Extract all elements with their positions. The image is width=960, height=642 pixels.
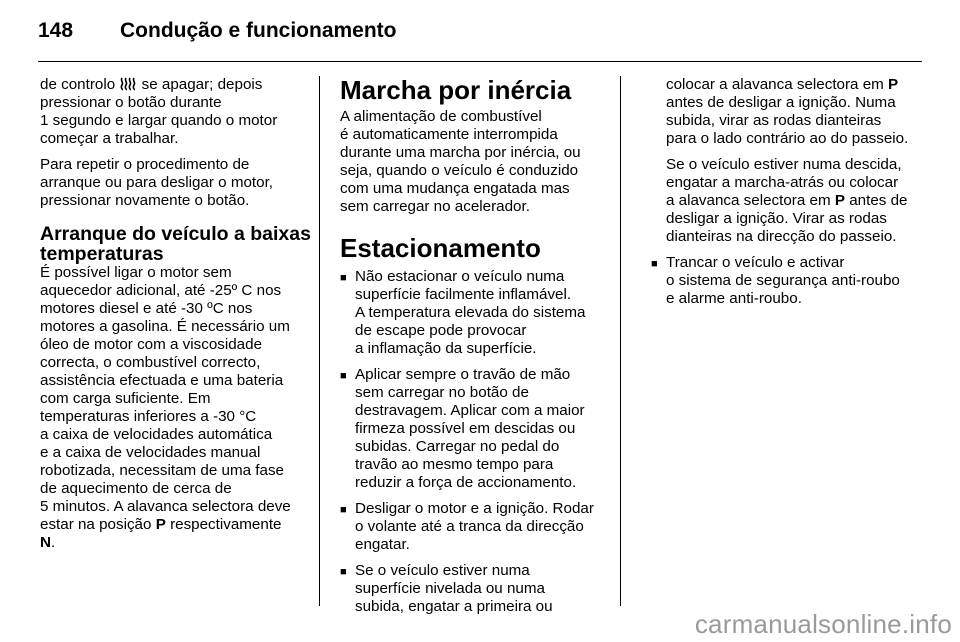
text-line: de controlo xyxy=(40,76,116,93)
list-item xyxy=(651,254,909,308)
gear-position-label: P xyxy=(834,192,845,209)
text-line: Se o veículo estiver numa descida, xyxy=(666,156,902,173)
bullet-list xyxy=(340,268,608,616)
chapter-title: Condução e funcionamento xyxy=(120,19,397,42)
bullet-square-icon: ■ xyxy=(651,258,658,270)
text-line: Se o veículo estiver numa xyxy=(355,562,530,579)
text-line: com carga suficiente. Em xyxy=(40,390,211,407)
text-line: começar a trabalhar. xyxy=(40,130,179,147)
text-line: reduzir a força de accionamento. xyxy=(355,474,577,491)
text-line: sem carregar no botão de xyxy=(355,384,529,401)
text-line: A alimentação de combustível xyxy=(340,108,542,125)
paragraph xyxy=(40,264,306,552)
heading-line: Arranque do veículo a baixas xyxy=(40,223,311,245)
text-line: seja, quando o veículo é conduzido xyxy=(340,162,579,179)
text-line: dianteiras na direcção do passeio. xyxy=(666,228,897,245)
text-line: subida, engatar a primeira ou xyxy=(355,598,553,615)
text-line: Para repetir o procedimento de xyxy=(40,156,250,173)
text-line: destravagem. Aplicar com a maior xyxy=(355,402,585,419)
text-line: durante uma marcha por inércia, ou xyxy=(340,144,581,161)
bullet-square-icon: ■ xyxy=(340,370,347,382)
column-divider xyxy=(620,76,621,606)
text-line: É possível ligar o motor sem xyxy=(40,264,232,281)
text-line xyxy=(40,534,306,552)
text-line: óleo de motor com a viscosidade xyxy=(40,336,263,353)
list-item xyxy=(340,268,608,358)
text-line: o volante até a tranca da direcção xyxy=(355,518,584,535)
text-line: se apagar; depois xyxy=(141,76,263,93)
text-segment: colocar a alavanca selectora em xyxy=(666,76,884,93)
text-line: 1 segundo e largar quando o motor xyxy=(40,112,278,129)
bullet-square-icon: ■ xyxy=(340,566,347,578)
text-segment: . xyxy=(50,534,56,551)
page-header xyxy=(38,13,922,62)
text-line: arranque ou para desligar o motor, xyxy=(40,174,274,191)
bullet-list xyxy=(651,254,909,308)
paragraph xyxy=(40,156,306,210)
text-segment: estar na posição xyxy=(40,516,152,533)
text-line: de aquecimento de cerca de xyxy=(40,480,232,497)
text-line xyxy=(666,76,909,94)
text-line: Não estacionar o veículo numa xyxy=(355,268,565,285)
gear-position-label: P xyxy=(155,516,166,533)
page-number: 148 xyxy=(38,19,74,42)
text-line: engatar. xyxy=(355,536,410,553)
text-line: robotizada, necessitam de uma fase xyxy=(40,462,284,479)
list-item xyxy=(340,562,608,616)
text-line: Trancar o veículo e activar xyxy=(666,254,845,271)
text-line: e a caixa de velocidades manual xyxy=(40,444,261,461)
text-line: A temperatura elevada do sistema xyxy=(355,304,586,321)
column-right xyxy=(651,76,909,316)
text-line: desligar a ignição. Virar as rodas xyxy=(666,210,887,227)
text-line: firmeza possível em descidas ou xyxy=(355,420,576,437)
section-heading: Estacionamento xyxy=(340,233,541,263)
text-line: subida, virar as rodas dianteiras xyxy=(666,112,882,129)
text-segment: antes de xyxy=(849,192,908,209)
column-divider xyxy=(319,76,320,606)
text-line: superfície facilmente inflamável. xyxy=(355,286,572,303)
text-line: Aplicar sempre o travão de mão xyxy=(355,366,571,383)
bullet-square-icon: ■ xyxy=(340,504,347,516)
text-line: motores diesel e até -30 ºC nos xyxy=(40,300,253,317)
list-item-continuation xyxy=(651,156,909,246)
text-line: motores a gasolina. É necessário um xyxy=(40,318,290,335)
text-line: superfície nivelada ou numa xyxy=(355,580,545,597)
text-line: a inflamação da superfície. xyxy=(355,340,537,357)
list-item xyxy=(340,500,608,554)
list-item-continuation xyxy=(651,76,909,148)
bullet-square-icon: ■ xyxy=(340,272,347,284)
text-line: travão ao mesmo tempo para xyxy=(355,456,554,473)
text-line: Desligar o motor e a ignição. Rodar xyxy=(355,500,594,517)
text-line: antes de desligar a ignição. Numa xyxy=(666,94,896,111)
gear-position-label: N xyxy=(40,534,51,551)
glow-plug-icon xyxy=(119,77,137,91)
text-line: com uma mudança engatada mas xyxy=(340,180,570,197)
text-line: a caixa de velocidades automática xyxy=(40,426,273,443)
heading-line: temperaturas xyxy=(40,243,164,265)
text-line: temperaturas inferiores a -30 °C xyxy=(40,408,257,425)
text-line: é automaticamente interrompida xyxy=(340,126,558,143)
paragraph xyxy=(340,108,608,216)
text-line: assistência efectuada e uma bateria xyxy=(40,372,284,389)
text-line: aquecedor adicional, até -25º C nos xyxy=(40,282,282,299)
watermark: carmanualsonline.info xyxy=(694,609,952,639)
text-line xyxy=(666,192,909,210)
text-line: pressionar o botão durante xyxy=(40,94,222,111)
text-segment: a alavanca selectora em xyxy=(666,192,831,209)
list-item xyxy=(340,366,608,492)
text-line: pressionar novamente o botão. xyxy=(40,192,250,209)
text-line: correcta, o combustível correcto, xyxy=(40,354,261,371)
text-line: 5 minutos. A alavanca selectora deve xyxy=(40,498,291,515)
column-left xyxy=(40,76,311,560)
text-line: de escape pode provocar xyxy=(355,322,527,339)
section-heading xyxy=(40,223,311,265)
text-line: subidas. Carregar no pedal do xyxy=(355,438,560,455)
text-line: o sistema de segurança anti-roubo xyxy=(666,272,900,289)
text-line xyxy=(40,516,306,534)
text-line: sem carregar no acelerador. xyxy=(340,198,530,215)
text-line: engatar a marcha-atrás ou colocar xyxy=(666,174,899,191)
text-segment: respectivamente xyxy=(170,516,282,533)
gear-position-label: P xyxy=(888,76,899,93)
text-line: para o lado contrário ao do passeio. xyxy=(666,130,909,147)
paragraph xyxy=(40,76,306,148)
text-line: e alarme anti-roubo. xyxy=(666,290,802,307)
column-middle xyxy=(340,76,608,624)
section-heading: Marcha por inércia xyxy=(340,75,572,105)
